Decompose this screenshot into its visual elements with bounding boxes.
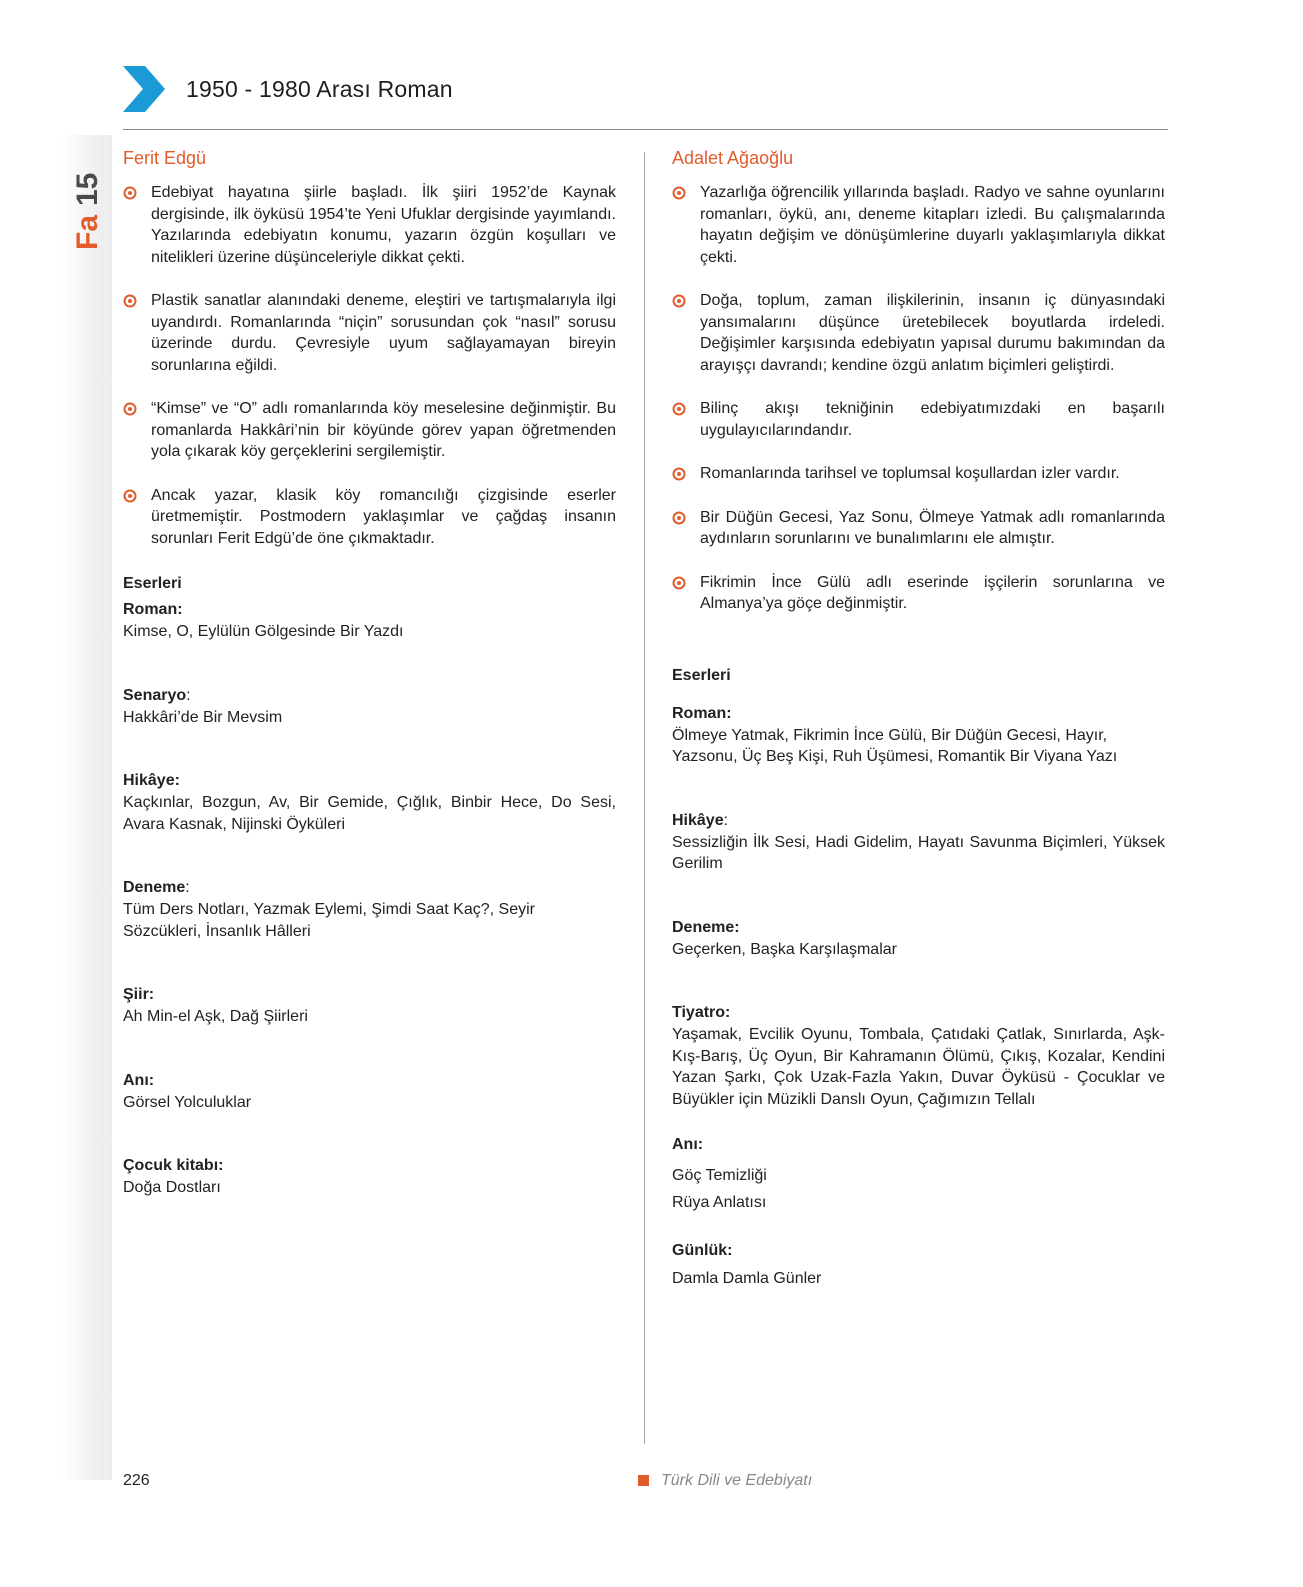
chevron-right-icon — [123, 66, 165, 112]
header-divider — [123, 129, 1168, 130]
target-bullet-icon — [672, 402, 686, 416]
genre-colon: : — [185, 879, 190, 896]
side-strip — [62, 135, 112, 1480]
page-number: 226 — [123, 1472, 150, 1489]
genre-roman — [672, 703, 1165, 768]
bullet-text: Fikrimin İnce Gülü adlı eserinde işçilerin sorunlarına ve Almanya’ya göçe değinmiştir. — [700, 573, 1165, 612]
genre-siir — [123, 984, 616, 1028]
target-bullet-icon — [123, 489, 137, 503]
page-header — [123, 66, 1168, 132]
right-column — [672, 146, 1165, 1290]
genre-works: Doğa Dostları — [123, 1179, 221, 1196]
works-heading: Eserleri — [123, 575, 182, 592]
genre-works: Kimse, O, Eylülün Gölgesinde Bir Yazdı — [123, 623, 404, 640]
genre-cocuk-kitabi — [123, 1155, 616, 1199]
genre-senaryo — [123, 685, 616, 729]
list-item — [123, 398, 616, 463]
target-bullet-icon — [123, 186, 137, 200]
list-item — [672, 507, 1165, 550]
genre-label: Hikâye: — [123, 772, 180, 789]
bullet-text: Romanlarında tarihsel ve toplumsal koşullardan izler vardır. — [700, 465, 1120, 482]
bullet-text: Edebiyat hayatına şiirle başladı. İlk şiiri 1952’de Kaynak dergisinde, ilk öyküsü 1954’te Yeni Ufuklar dergisinde yayımlandı. Yazılarında edebiyatın konumu, yazarın özgün koşulları ve nitelikleri üzerine düşünceleriyle dikkat çekti. — [151, 184, 616, 266]
target-bullet-icon — [672, 294, 686, 308]
genre-colon: : — [723, 811, 729, 829]
genre-label: Roman: — [123, 601, 183, 618]
genre-works: Hakkâri’de Bir Mevsim — [123, 708, 283, 726]
target-bullet-icon — [123, 294, 137, 308]
target-bullet-icon — [672, 467, 686, 481]
genre-works: Ölmeye Yatmak, Fikrimin İnce Gülü, Bir Düğün Gecesi, Hayır, Yazsonu, Üç Beş Kişi, Ruh Üşümesi, Romantik Bir Viyana Yazı — [672, 726, 1118, 765]
genre-hikaye — [672, 810, 1165, 875]
list-item — [123, 290, 616, 376]
bullet-text: Plastik sanatlar alanındaki deneme, eleştiri ve tartışmalarıyla ilgi uyandırdı. Romanlarında “niçin” sorusundan çok “nasıl” sorusu üzerinde durdu. Çevresiyle uyum sağlayamayan bireyin sorunlarına eğildi. — [151, 292, 616, 374]
genre-deneme — [672, 917, 1165, 961]
list-item — [123, 485, 616, 550]
works-heading: Eserleri — [672, 666, 731, 684]
target-bullet-icon — [672, 186, 686, 200]
genre-colon: : — [186, 686, 191, 704]
genre-label: Tiyatro: — [672, 1004, 731, 1021]
genre-label: Günlük: — [672, 1242, 733, 1259]
fasikul-label — [62, 150, 112, 260]
genre-roman — [123, 599, 616, 643]
bullet-list — [672, 182, 1165, 615]
genre-works: Kaçkınlar, Bozgun, Av, Bir Gemide, Çığlık, Binbir Hece, Do Sesi, Avara Kasnak, Nijinski Öyküleri — [123, 794, 616, 833]
genre-works: Geçerken, Başka Karşılaşmalar — [672, 940, 897, 958]
genre-works: Yaşamak, Evcilik Oyunu, Tombala, Çatıdaki Çatlak, Sınırlarda, Aşk-Kış-Barış, Üç Oyun, Bir Kahramanın Ölümü, Çıkış, Kozalar, Kendini Yazan Şarkı, Çok Uzak-Fazla Yakın, Duvar Öyküsü - Çocuklar ve Büyükler için Müzikli Danslı Oyun, Çağımızın Tellalı — [672, 1026, 1165, 1108]
genre-gunluk — [672, 1240, 1165, 1290]
column-divider — [644, 152, 645, 1444]
bullet-text: “Kimse” ve “O” adlı romanlarında köy meselesine değinmiştir. Bu romanlarda Hakkâri’nin bir köyünde görev yapan öğretmenden yola çıkarak köy gerçeklerini sergilemiştir. — [151, 400, 616, 460]
list-item — [672, 398, 1165, 441]
target-bullet-icon — [123, 402, 137, 416]
genre-works: Damla Damla Günler — [672, 1270, 822, 1287]
genre-works: Tüm Ders Notları, Yazmak Eylemi, Şimdi Saat Kaç?, Seyir Sözcükleri, İnsanlık Hâlleri — [123, 901, 535, 940]
fasikul-prefix: Fa — [71, 214, 104, 250]
genre-label: Hikâye — [672, 811, 724, 829]
genre-label: Deneme: — [672, 918, 740, 936]
page-title: 1950 - 1980 Arası Roman — [186, 76, 453, 102]
target-bullet-icon — [672, 511, 686, 525]
list-item — [672, 182, 1165, 268]
genre-ani — [123, 1070, 616, 1114]
book-title-text: Türk Dili ve Edebiyatı — [661, 1472, 813, 1489]
left-column — [123, 146, 616, 1199]
bullet-text: Doğa, toplum, zaman ilişkilerinin, insanın iç dünyasındaki yansımalarını düşünce üretebilecek boyutlarda irdeledi. Değişimler karşısında edebiyatın yapısal durumu bakımından da arayışçı davrandı; kendine özgü anlatım biçimleri geliştirdi. — [700, 292, 1165, 374]
bullet-text: Bilinç akışı tekniğinin edebiyatımızdaki en başarılı uygulayıcılarındandır. — [700, 400, 1165, 439]
genre-works-item: Göç Temizliği — [672, 1167, 767, 1184]
list-item — [672, 572, 1165, 615]
genre-works: Ah Min-el Aşk, Dağ Şiirleri — [123, 1008, 308, 1025]
genre-label: Şiir: — [123, 986, 155, 1003]
genre-works-item: Rüya Anlatısı — [672, 1194, 767, 1211]
bullet-list — [123, 182, 616, 549]
genre-deneme — [123, 877, 616, 942]
bullet-text: Bir Düğün Gecesi, Yaz Sonu, Ölmeye Yatmak adlı romanlarında aydınların sorunlarını ve bunalımlarını ele almıştır. — [700, 508, 1165, 547]
genre-label: Anı: — [123, 1071, 155, 1089]
genre-hikaye — [123, 770, 616, 835]
list-item — [672, 463, 1165, 485]
book-title — [638, 1472, 812, 1490]
genre-label: Roman: — [672, 704, 732, 722]
target-bullet-icon — [672, 576, 686, 590]
bullet-text: Ancak yazar, klasik köy romancılığı çizgisinde eserler üretmemiştir. Postmodern yaklaşımlar ve çağdaş insanın sorunları Ferit Edgü’de öne çıkmaktadır. — [151, 486, 616, 547]
genre-tiyatro — [672, 1002, 1165, 1110]
genre-works: Görsel Yolculuklar — [123, 1093, 252, 1111]
list-item — [672, 290, 1165, 376]
author-name: Adalet Ağaoğlu — [672, 148, 794, 168]
orange-square-icon — [638, 1475, 649, 1486]
bullet-text: Yazarlığa öğrencilik yıllarında başladı. Radyo ve sahne oyunlarını romanları, öykü, anı, deneme kitapları izledi. Bu çalışmalarında hayatın değişim ve dönüşümlerine duyarlı yaklaşımlarıyla dikkat çekti. — [700, 184, 1165, 266]
genre-ani — [672, 1134, 1165, 1216]
genre-label: Çocuk kitabı: — [123, 1157, 224, 1174]
genre-label: Senaryo — [123, 686, 187, 704]
genre-label: Anı: — [672, 1136, 704, 1153]
list-item — [123, 182, 616, 268]
genre-label: Deneme — [123, 879, 186, 896]
fasikul-label-graphic — [62, 150, 112, 260]
fasikul-number: 15 — [71, 172, 104, 206]
genre-works: Sessizliğin İlk Sesi, Hadi Gidelim, Hayatı Savunma Biçimleri, Yüksek Gerilim — [672, 833, 1165, 872]
author-name: Ferit Edgü — [123, 148, 207, 168]
